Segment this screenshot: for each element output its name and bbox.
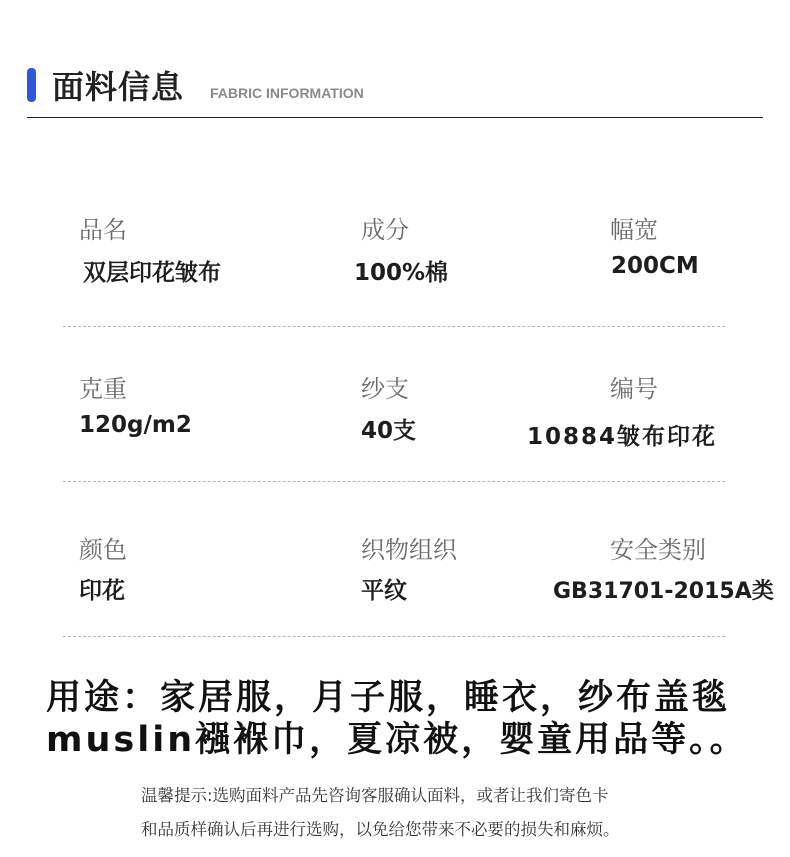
label-color: 颜色 [79,536,127,564]
value-product-name: 双层印花皱布 [83,260,221,286]
label-yarn-count: 纱支 [361,375,409,403]
label-product-name: 品名 [79,216,127,244]
header-divider [27,117,763,118]
note-line-2: 和品质样确认后再进行选购，以免给您带来不必要的损失和麻烦。 [141,820,620,839]
section-title: 面料信息 [52,68,185,106]
value-safety-class: GB31701-2015A类 [553,579,774,604]
usage-line-1: 用途：家居服，月子服，睡衣，纱布盖毯 [46,678,731,718]
note-line-1: 温馨提示:选购面料产品先咨询客服确认面料，或者让我们寄色卡 [141,786,609,805]
label-weave: 织物组织 [361,536,457,564]
row-divider [63,481,725,482]
value-color: 印花 [79,578,125,604]
label-item-number: 编号 [610,375,658,403]
value-composition: 100%棉 [354,260,449,286]
value-item-number: 10884皱布印花 [527,424,718,450]
value-width: 200CM [611,253,699,279]
header-accent-bar [27,68,36,102]
label-width: 幅宽 [610,216,658,244]
label-weight: 克重 [79,375,127,403]
usage-line-2: muslin襁褓巾，夏凉被，婴童用品等。。 [46,720,748,760]
label-composition: 成分 [361,216,409,244]
label-safety-class: 安全类别 [610,536,706,564]
section-subtitle: FABRIC INFORMATION [210,85,364,101]
row-divider [63,326,725,327]
row-divider [63,636,725,637]
value-weave: 平纹 [361,578,407,604]
value-yarn-count: 40支 [361,418,417,444]
value-weight: 120g/m2 [79,412,192,438]
